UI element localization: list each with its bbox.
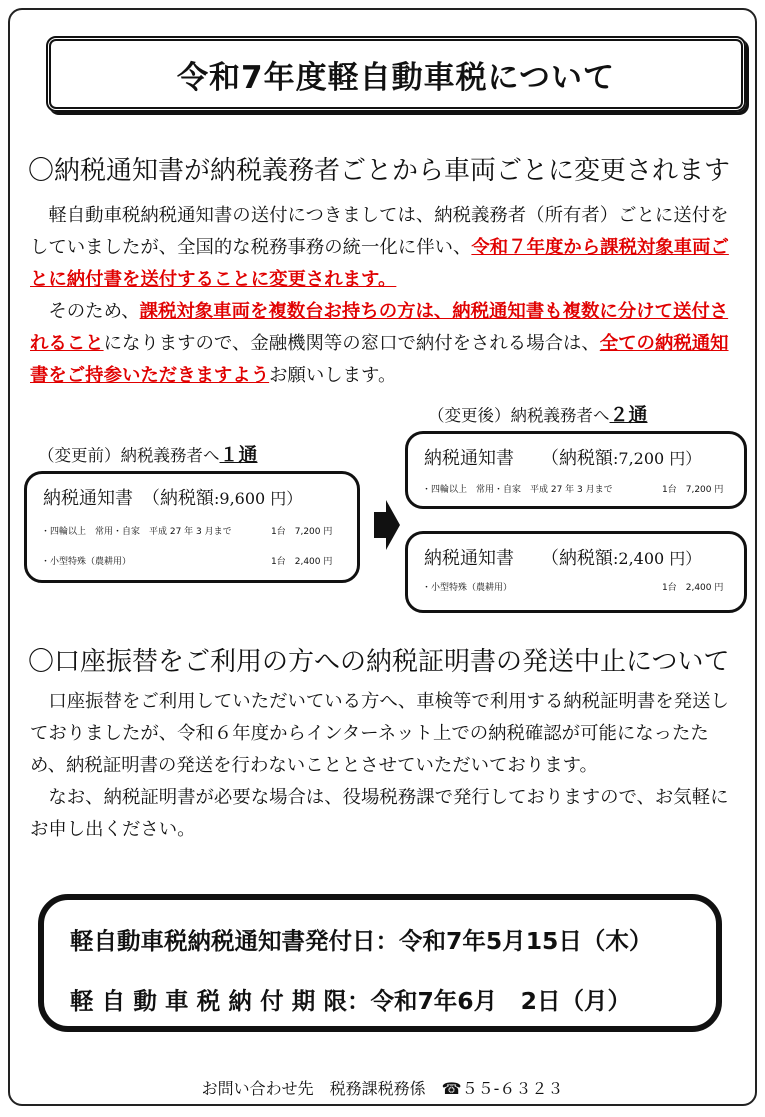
before-card-title: 納税通知書 (43, 488, 133, 509)
section1-paragraph1 (30, 200, 744, 296)
before-label-count: １通 (219, 444, 258, 466)
before-notice-card (24, 471, 360, 583)
after-label-count: ２通 (609, 404, 648, 426)
title-box (46, 36, 746, 112)
before-card-amount-label: （納税額 (151, 488, 214, 509)
before-card-line1-desc: ・四輪以上 常用・自家 平成 27 年 3 月まで (41, 527, 232, 537)
contact-info: お問い合わせ先 税務課税務係 ☎５５-６３２３ (201, 1079, 564, 1098)
section1-p2-text-c: お願いします。 (269, 365, 397, 386)
section1-p2-emphasis1: 課税対象車両を複数台お持ちの方は、納税通知書も複数に分けて送付されること (30, 301, 729, 354)
before-card-line1-amount: 1台 7,200 円 (271, 527, 333, 537)
after-card1-amount-label: （納税額 (550, 448, 613, 469)
after-card2-amount: :2,400 円） (613, 549, 702, 568)
after-label-prefix: （変更後）納税義務者へ (428, 406, 610, 425)
after-notice-card-2 (405, 531, 747, 613)
section1-p2-emphasis2: 全ての納税通知書をご持参いただきますよう (30, 333, 729, 386)
before-card-line2-desc: ・小型特殊（農耕用） (41, 557, 132, 567)
before-card-line2-amount: 1台 2,400 円 (271, 557, 333, 567)
after-card2-header (424, 544, 701, 570)
section1-body (30, 200, 744, 392)
after-label (428, 400, 648, 427)
before-label-prefix: （変更前）納税義務者へ (38, 446, 220, 465)
section1-p1-text: 軽自動車税納税通知書の送付につきましては、納税義務者（所有者）ごとに送付をしていましたが、全国的な税務事務の統一化に伴い、 (30, 205, 729, 258)
before-label (38, 440, 258, 467)
section1-p2-text-b: になりますので、金融機関等の窓口で納付をされる場合は、 (103, 333, 600, 354)
before-card-header (43, 484, 302, 510)
after-card2-title: 納税通知書 (424, 548, 514, 569)
after-card2-amount-label: （納税額 (550, 548, 613, 569)
after-card1-title: 納税通知書 (424, 448, 514, 469)
section1-heading: 〇納税通知書が納税義務者ごとから車両ごとに変更されます (28, 156, 731, 186)
after-card1-line1-amount: 1台 7,200 円 (662, 485, 724, 495)
section2-heading: 〇口座振替をご利用の方への納税証明書の発送中止について (28, 647, 730, 677)
right-arrow-icon (374, 500, 400, 550)
issue-date-line: 軽自動車税納税通知書発付日：令和7年5月15日（木） (70, 927, 653, 955)
after-card2-line1-amount: 1台 2,400 円 (662, 583, 724, 593)
before-card-amount: :9,600 円） (214, 489, 303, 508)
section2-paragraph1: 口座振替をご利用していただいている方へ、車検等で利用する納税証明書を発送しておりましたが、令和６年度からインターネット上での納税確認が可能になったため、納税証明書の発送を行わないこととさせていただいております。 (30, 691, 729, 776)
after-card1-amount: :7,200 円） (613, 449, 702, 468)
section1-paragraph2 (30, 296, 744, 392)
after-card1-line1-desc: ・四輪以上 常用・自家 平成 27 年 3 月まで (422, 485, 613, 495)
section2-body (30, 686, 744, 846)
after-notice-card-1 (405, 431, 747, 509)
section1-p2-text-a: そのため、 (48, 301, 140, 322)
page-title: 令和7年度軽自動車税について (177, 59, 615, 96)
after-card2-line1-desc: ・小型特殊（農耕用） (422, 583, 513, 593)
section2-paragraph2: なお、納税証明書が必要な場合は、役場税務課で発行しておりますので、お気軽にお申し出ください。 (30, 787, 729, 840)
deadline-box (38, 894, 722, 1032)
after-card1-header (424, 444, 701, 470)
section1-p1-emphasis: 令和７年度から課税対象車両ごとに納付書を送付することに変更されます。 (30, 237, 729, 290)
payment-deadline-line: 軽 自 動 車 税 納 付 期 限：令和7年6月 2日（月） (70, 987, 632, 1015)
